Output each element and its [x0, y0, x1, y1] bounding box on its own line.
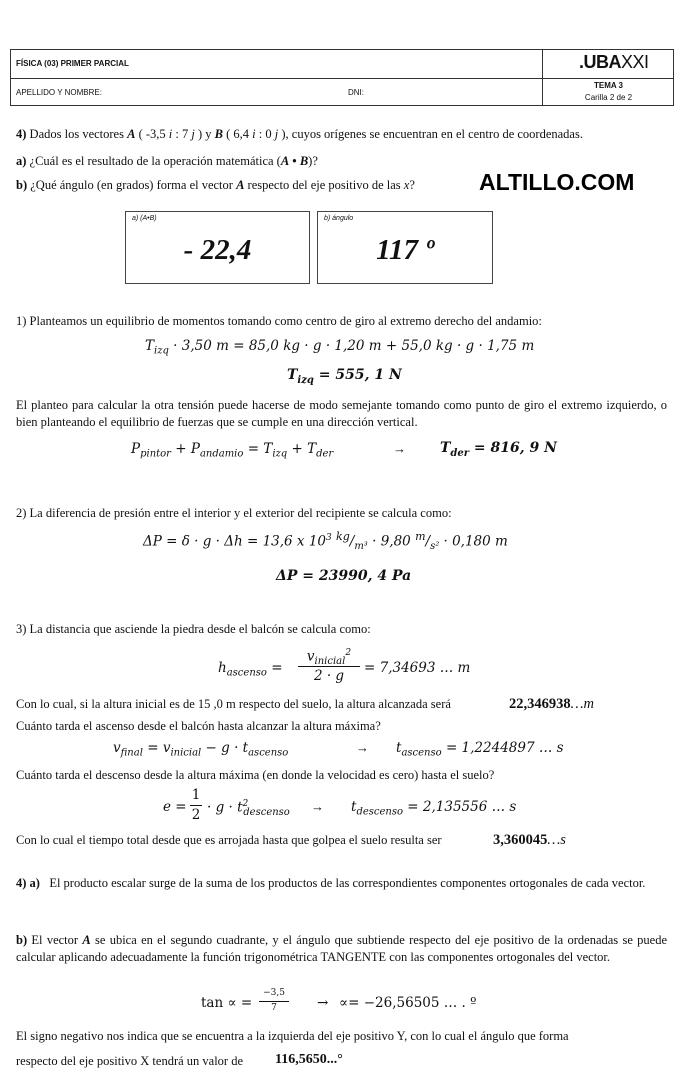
sol3-eq2-left: $v_{final} = v_{inicial} - g \cdot t_{ascenso}$: [113, 740, 289, 759]
tema-label: TEMA 3: [593, 81, 624, 90]
sol2-eq2: ΔP = 23990, 4 Pa: [276, 568, 412, 584]
sol4-b: b) El vector A se ubica en el segundo cuadrante, y el ángulo que subtiende respecto del eje positivo de la ordenadas se puede calcular aplicando adecuadamente la función trigonométrica TANGENTE con las componentes ortogonales del vector.: [16, 933, 668, 964]
sol4-a: 4) a) El producto escalar surge de la suma de los productos de las correspondientes componentes ortogonales de cada vector.: [16, 876, 646, 890]
sol4-tan-eq: tan ∝ = −3,5 7 → ∝= −26,56505 … . º: [201, 988, 477, 1013]
sol1-arrow: →: [393, 441, 406, 456]
sol3-val4-unit: …s: [547, 832, 566, 848]
answer-box-b: [317, 211, 493, 284]
watermark-text: ALTILLO.COM: [479, 169, 635, 195]
sol3-val4: [493, 832, 566, 849]
answer-box-a: [125, 211, 310, 284]
name-label: APELLIDO Y NOMBRE:: [16, 88, 102, 97]
exam-header: [10, 49, 674, 106]
sol2-intro: 2) La diferencia de presión entre el interior y el exterior del recipiente se calcula como:: [16, 506, 452, 520]
sol4-text2: El signo negativo nos indica que se encuentra a la izquierda del eje positivo Y, con lo cual el ángulo que forma: [16, 1029, 569, 1043]
answer-b-value: 117 º: [376, 234, 434, 266]
sol1-intro: 1) Planteamos un equilibrio de momentos tomando como centro de giro al extremo derecho del andamio:: [16, 314, 542, 328]
question4-b: b) ¿Qué ángulo (en grados) forma el vector A respecto del eje positivo de las x?: [16, 178, 415, 192]
sol3-eq1: $h_{ascenso}$ = $v_{inicial}^2$ 2 · g = 7,34693 … m: [218, 648, 471, 684]
sol3-val1: [509, 696, 594, 713]
sol3-arrow2: →: [311, 799, 324, 814]
sol1-eq3: $P_{pintor} + P_{andamio} = T_{izq} + T_{der}$: [131, 441, 334, 460]
sol4-val: 116,5650...°: [275, 1052, 343, 1067]
answer-a-label: a) (A•B): [132, 215, 157, 222]
dni-label: DNI:: [348, 88, 364, 97]
sol3-text2: Cuánto tarda el ascenso desde el balcón hasta alcanzar la altura máxima?: [16, 719, 381, 733]
sol3-intro: 3) La distancia que asciende la piedra desde el balcón se calcula como:: [16, 622, 371, 636]
sol3-val4-number: 3,360045: [493, 832, 548, 848]
carilla-label: Carilla 2 de 2: [584, 93, 633, 102]
sol3-eq1-result: = 7,34693 … m: [364, 660, 471, 676]
sol2-eq1: ΔP = δ · g · Δh = 13,6 x $10^3$ $^{kg}/_{m^3} \cdot 9,80$ $^m/_{s^2} \cdot 0,180$ m: [143, 530, 508, 553]
answer-b-label: b) ángulo: [324, 215, 354, 222]
logo-xxi: XXI: [621, 52, 649, 72]
sol1-eq2: $T_{izq} = 555$, 1 N: [287, 367, 402, 386]
sol3-text4: Con lo cual el tiempo total desde que es arrojada hasta que golpea el suelo resulta ser: [16, 833, 442, 847]
question4-a: a) ¿Cuál es el resultado de la operación matemática (A • B)?: [16, 154, 318, 168]
sol1-eq1: $T_{izq} \cdot 3,50$ m = 85,0 kg · g · 1,20 m + 55,0 kg · g · 1,75 m: [145, 338, 535, 357]
sol3-eq2-right: $t_{ascenso} = 1,2244897$ … s: [396, 740, 564, 759]
sol3-val1-number: 22,346938: [509, 696, 571, 712]
sol3-arrow1: →: [356, 740, 369, 755]
sol3-eq3-left: e = 1 2 · $g \cdot t^2_{descenso}$: [163, 787, 290, 823]
sol3-eq3-right: $t_{descenso} = 2,135556$ … s: [351, 799, 517, 818]
sol3-text1: Con lo cual, si la altura inicial es de 15 ,0 m respecto del suelo, la altura alcanzada será: [16, 697, 451, 711]
sol4-tan-numerator: −3,5: [263, 988, 285, 998]
sol4-tan-denominator: 7: [271, 1003, 277, 1013]
sol1-text: El planteo para calcular la otra tensión puede hacerse de modo semejante tomando como punto de giro el extremo izquierdo, o bien planteando el equilibrio de fuerzas que se cumple en una dirección vertical.: [16, 398, 667, 429]
sol4-tan-result: ∝= −26,56505 … . º: [339, 995, 477, 1011]
uba-logo: [579, 52, 649, 73]
sol4-text3: respecto del eje positivo X tendrá un valor de: [16, 1054, 244, 1068]
sol1-eq4: $T_{der} = 816$, 9 N: [440, 440, 557, 459]
answer-a-value: - 22,4: [183, 234, 252, 266]
sol3-text3: Cuánto tarda el descenso desde la altura máxima (en donde la velocidad es cero) hasta el suelo?: [16, 768, 495, 782]
question4-intro: 4) Dados los vectores A ( -3,5 i : 7 j ) y B ( 6,4 i : 0 j ), cuyos orígenes se encuentran en el centro de coordenadas.: [16, 127, 583, 141]
course-title: FÍSICA (03) PRIMER PARCIAL: [16, 59, 129, 68]
sol3-val1-unit: …m: [570, 696, 594, 712]
logo-main: .UBA: [579, 52, 621, 72]
